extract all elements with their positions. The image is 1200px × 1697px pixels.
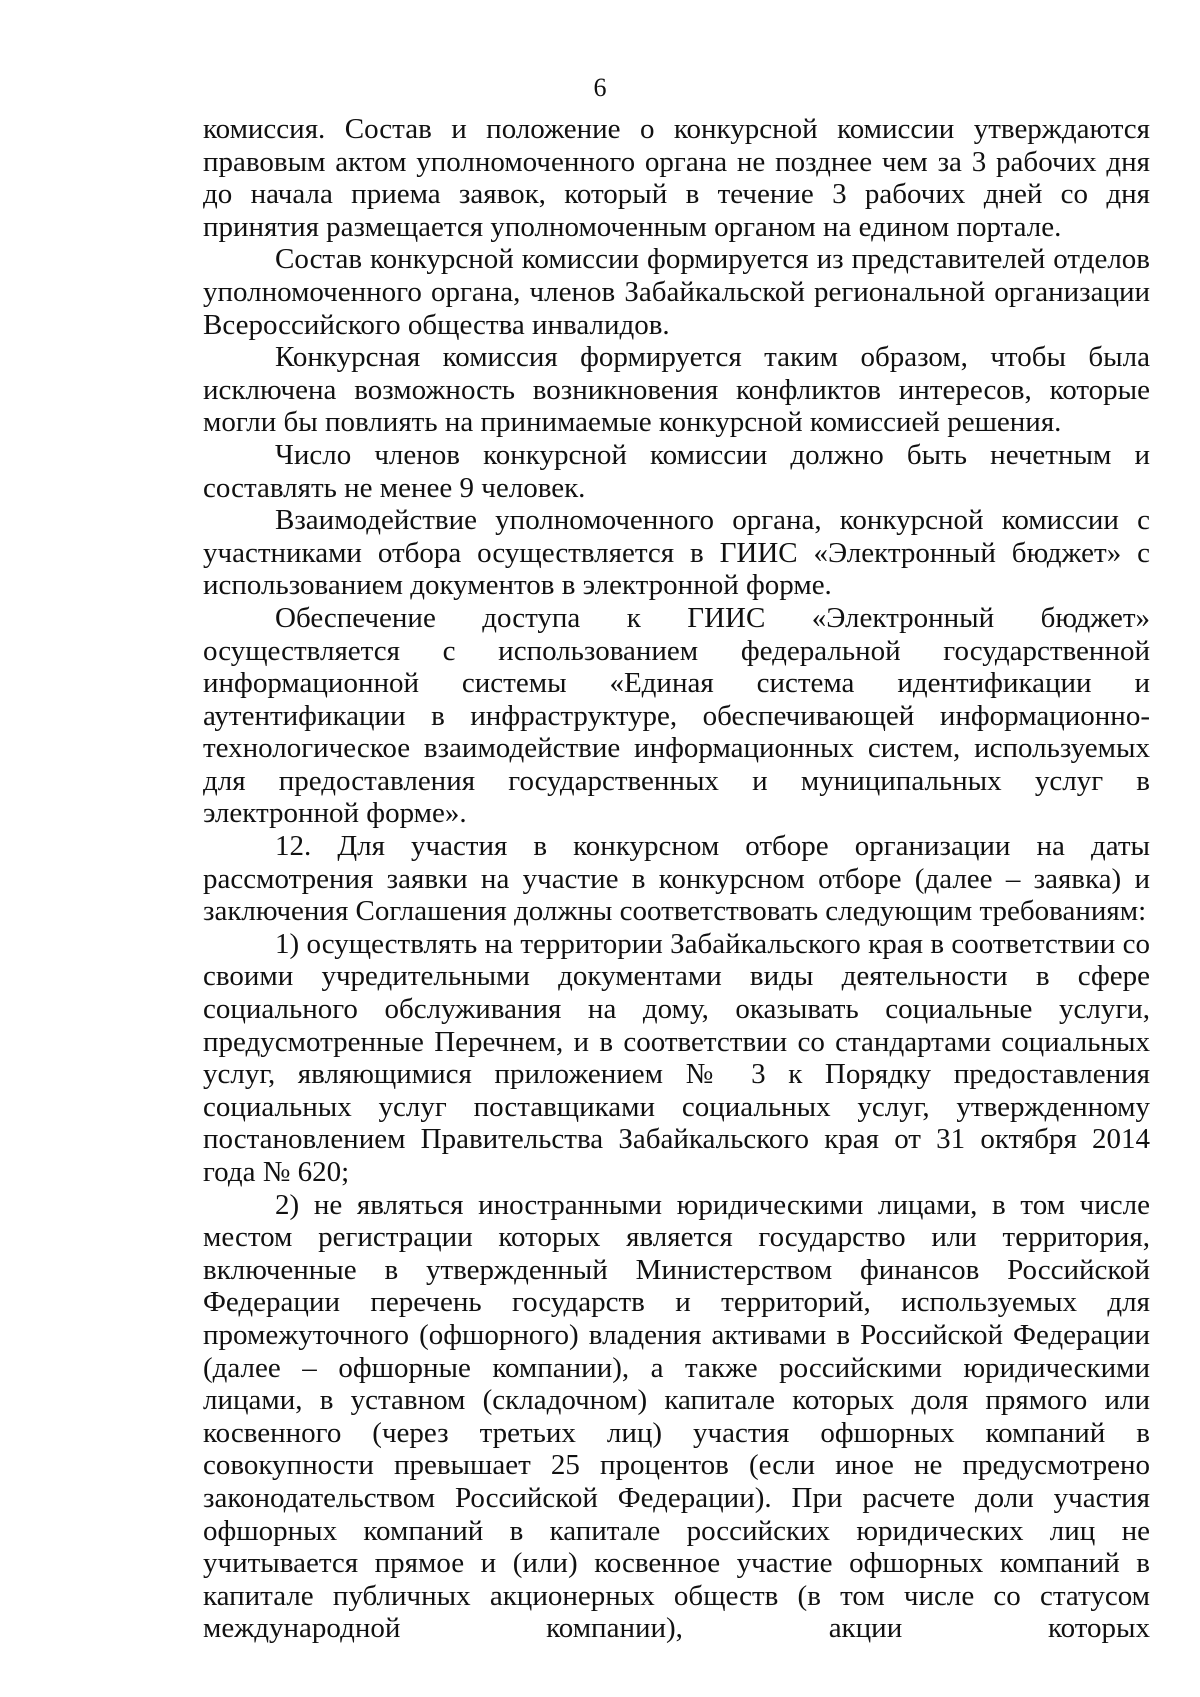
paragraph-conflict-of-interest: Конкурсная комиссия формируется таким образом, чтобы была исключена возможность возникновения конфликтов интересов, которые могли бы повлиять на принимаемые конкурсной комиссией решения. — [203, 341, 1150, 439]
paragraph-member-count: Число членов конкурсной комиссии должно быть нечетным и составлять не менее 9 человек. — [203, 438, 1150, 504]
paragraph-item-12: 12. Для участия в конкурсном отборе организации на даты рассмотрения заявки на участие в конкурсном отборе (далее – заявка) и заключения Соглашения должны соответствовать следующим требованиям: — [203, 830, 1150, 928]
paragraph-interaction-giis: Взаимодействие уполномоченного органа, конкурсной комиссии с участниками отбора осуществляется в ГИИС «Электронный бюджет» с использованием документов в электронной форме. — [203, 504, 1150, 602]
document-body — [203, 113, 1150, 1645]
page-number: 6 — [593, 73, 607, 102]
paragraph-commission-composition: комиссия. Состав и положение о конкурсной комиссии утверждаются правовым актом уполномоченного органа не позднее чем за 3 рабочих дня до начала приема заявок, который в течение 3 рабочих дней со дня принятия размещается уполномоченным органом на едином портале. — [203, 113, 1150, 243]
paragraph-requirement-1: 1) осуществлять на территории Забайкальского края в соответствии со своими учредительными документами виды деятельности в сфере социального обслуживания на дому, оказывать социальные услуги, предусмотренные Перечнем, и в соответствии со стандартами социальных услуг, являющимися приложением № 3 к Порядку предоставления социальных услуг поставщиками социальных услуг, утвержденному постановлением Правительства Забайкальского края от 31 октября 2014 года № 620; — [203, 927, 1150, 1188]
paragraph-access-esia: Обеспечение доступа к ГИИС «Электронный бюджет» осуществляется с использованием федеральной государственной информационной системы «Единая система идентификации и аутентификации в инфраструктуре, обеспечивающей информационно-технологическое взаимодействие информационных систем, используемых для предоставления государственных и муниципальных услуг в электронной форме». — [203, 601, 1150, 830]
paragraph-commission-members: Состав конкурсной комиссии формируется из представителей отделов уполномоченного органа, членов Забайкальской региональной организации Всероссийского общества инвалидов. — [203, 243, 1150, 341]
paragraph-requirement-2: 2) не являться иностранными юридическими лицами, в том числе местом регистрации которых является государство или территория, включенные в утвержденный Министерством финансов Российской Федерации перечень государств и территорий, используемых для промежуточного (офшорного) владения активами в Российской Федерации (далее – офшорные компании), а также российскими юридическими лицами, в уставном (складочном) капитале которых доля прямого или косвенного (через третьих лиц) участия офшорных компаний в совокупности превышает 25 процентов (если иное не предусмотрено законодательством Российской Федерации). При расчете доли участия офшорных компаний в капитале российских юридических лиц не учитывается прямое и (или) косвенное участие офшорных компаний в капитале публичных акционерных обществ (в том числе со статусом международной компании), акции которых — [203, 1188, 1150, 1645]
